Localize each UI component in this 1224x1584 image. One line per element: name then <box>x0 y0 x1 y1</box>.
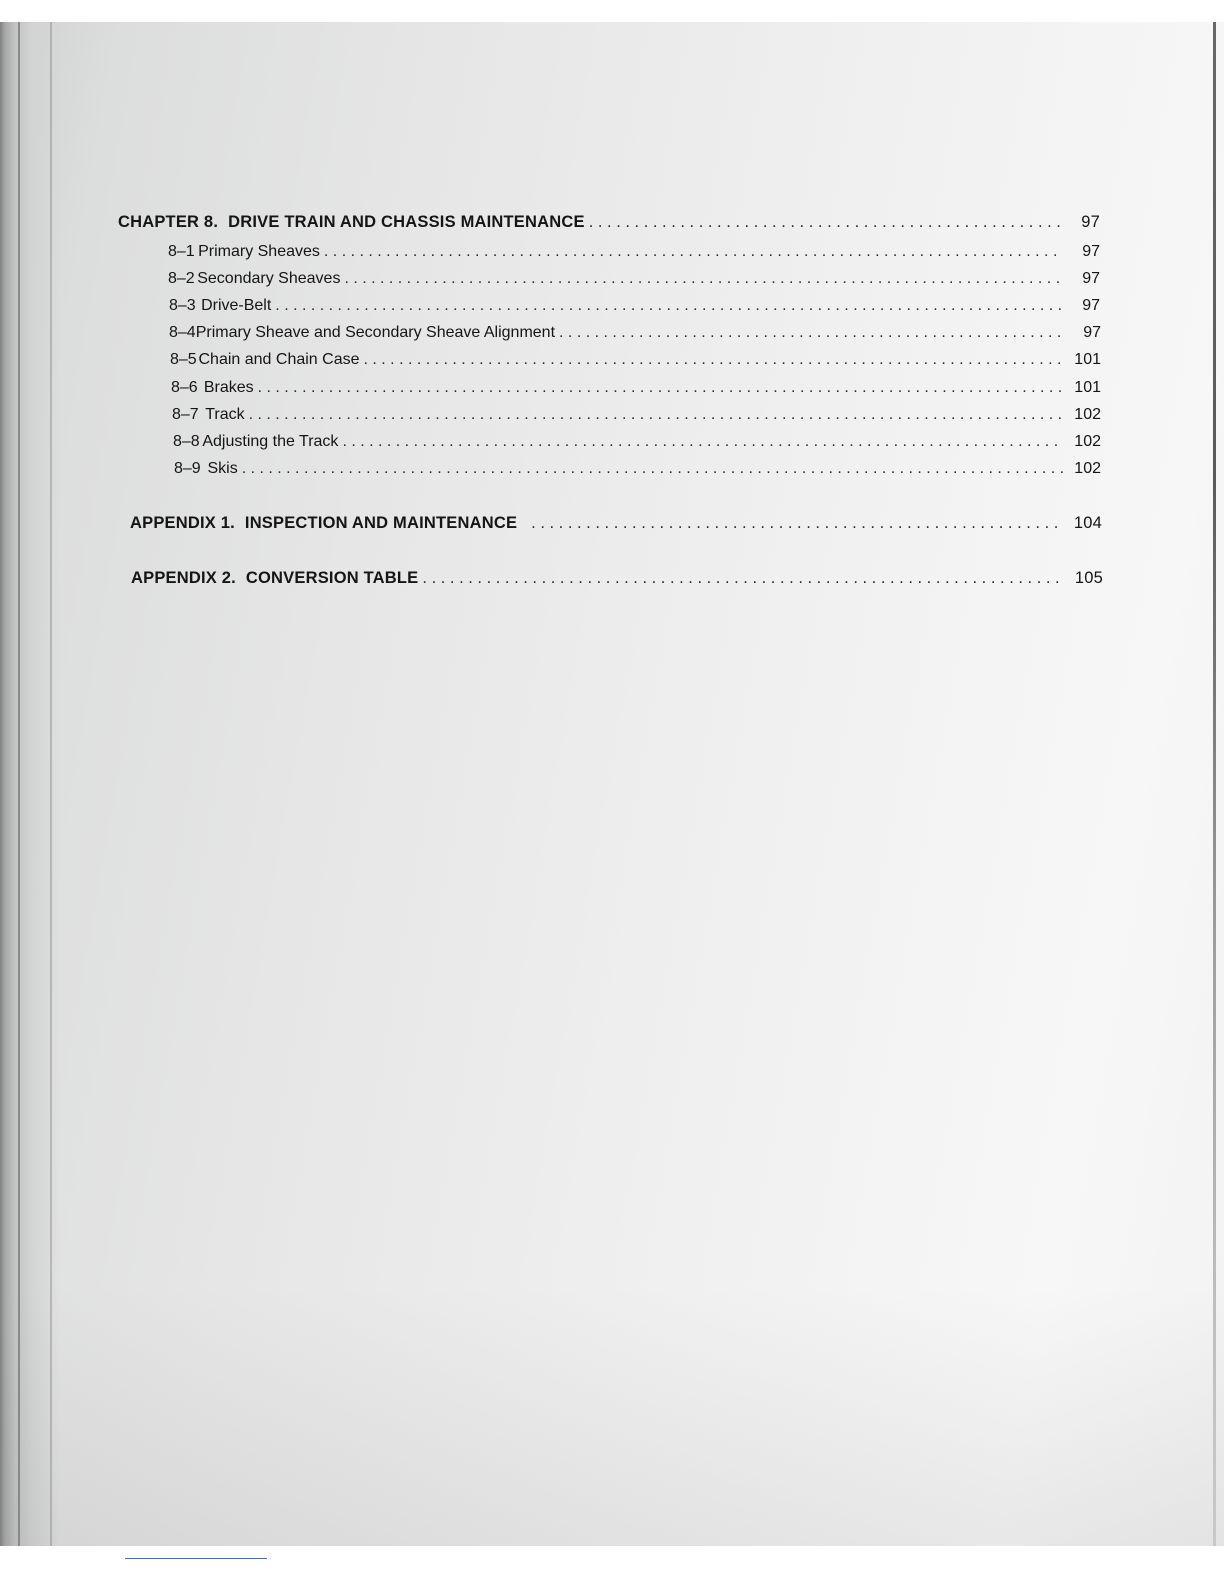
section-page-number: 101 <box>1074 379 1101 396</box>
appendix-title: INSPECTION AND MAINTENANCE <box>244 514 518 532</box>
section-number: 8–3 <box>169 297 196 314</box>
section-number: 8–8 <box>173 433 200 450</box>
section-title: Skis <box>207 460 238 477</box>
toc-chapter-entry[interactable] <box>118 213 1100 232</box>
dot-leader <box>344 270 1062 288</box>
dot-leader <box>589 213 1062 232</box>
section-page-number: 102 <box>1074 406 1101 423</box>
section-title: Brakes <box>203 379 254 396</box>
dot-leader <box>531 514 1064 533</box>
section-title: Secondary Sheaves <box>197 270 341 287</box>
appendix-page-number: 105 <box>1074 569 1103 587</box>
section-page-number: 97 <box>1083 324 1101 341</box>
dot-leader <box>324 243 1062 261</box>
toc-section-entry[interactable] <box>174 460 1101 478</box>
section-number: 8–7 <box>172 406 199 423</box>
section-title: Primary Sheave and Secondary Sheave Alignment <box>195 324 556 341</box>
chapter-title: DRIVE TRAIN AND CHASSIS MAINTENANCE <box>228 213 585 231</box>
section-title: Primary Sheaves <box>198 243 320 260</box>
dot-leader <box>342 433 1063 451</box>
section-title: Adjusting the Track <box>202 433 339 450</box>
toc-section-entry[interactable] <box>169 297 1100 315</box>
toc-section-entry[interactable] <box>172 406 1101 424</box>
section-page-number: 97 <box>1082 243 1100 260</box>
appendix-title: CONVERSION TABLE <box>245 569 419 587</box>
section-title: Drive-Belt <box>201 297 272 314</box>
section-number: 8–1 <box>168 243 195 260</box>
appendix-label: APPENDIX 1. <box>130 514 235 532</box>
dot-leader <box>249 406 1063 424</box>
section-page-number: 101 <box>1074 351 1101 368</box>
toc-section-entry[interactable] <box>169 324 1101 342</box>
chapter-page-number: 97 <box>1081 213 1100 231</box>
section-page-number: 102 <box>1074 460 1101 477</box>
chapter-label: CHAPTER 8. <box>118 213 219 231</box>
toc-appendix-entry[interactable] <box>131 569 1103 588</box>
section-title: Chain and Chain Case <box>198 351 360 368</box>
footnote-rule <box>125 1558 267 1559</box>
dot-leader <box>422 569 1065 588</box>
dot-leader <box>242 460 1063 478</box>
toc-section-entry[interactable] <box>170 351 1101 369</box>
dot-leader <box>364 351 1064 369</box>
dot-leader <box>258 379 1063 397</box>
section-number: 8–5 <box>170 351 197 368</box>
toc-section-entry[interactable] <box>168 270 1100 288</box>
section-number: 8–6 <box>171 379 198 396</box>
dot-leader <box>559 324 1063 342</box>
section-number: 8–9 <box>174 460 201 477</box>
appendix-label: APPENDIX 2. <box>131 569 236 587</box>
dot-leader <box>275 297 1062 315</box>
section-title: Track <box>205 406 245 423</box>
section-number: 8–4 <box>169 324 196 341</box>
toc-section-entry[interactable] <box>168 243 1100 261</box>
section-page-number: 102 <box>1074 433 1101 450</box>
section-page-number: 97 <box>1082 270 1100 287</box>
toc-section-entry[interactable] <box>171 379 1101 397</box>
section-page-number: 97 <box>1082 297 1100 314</box>
toc-section-entry[interactable] <box>173 433 1101 451</box>
section-number: 8–2 <box>168 270 195 287</box>
appendix-page-number: 104 <box>1073 514 1102 532</box>
toc-appendix-entry[interactable] <box>130 514 1102 533</box>
